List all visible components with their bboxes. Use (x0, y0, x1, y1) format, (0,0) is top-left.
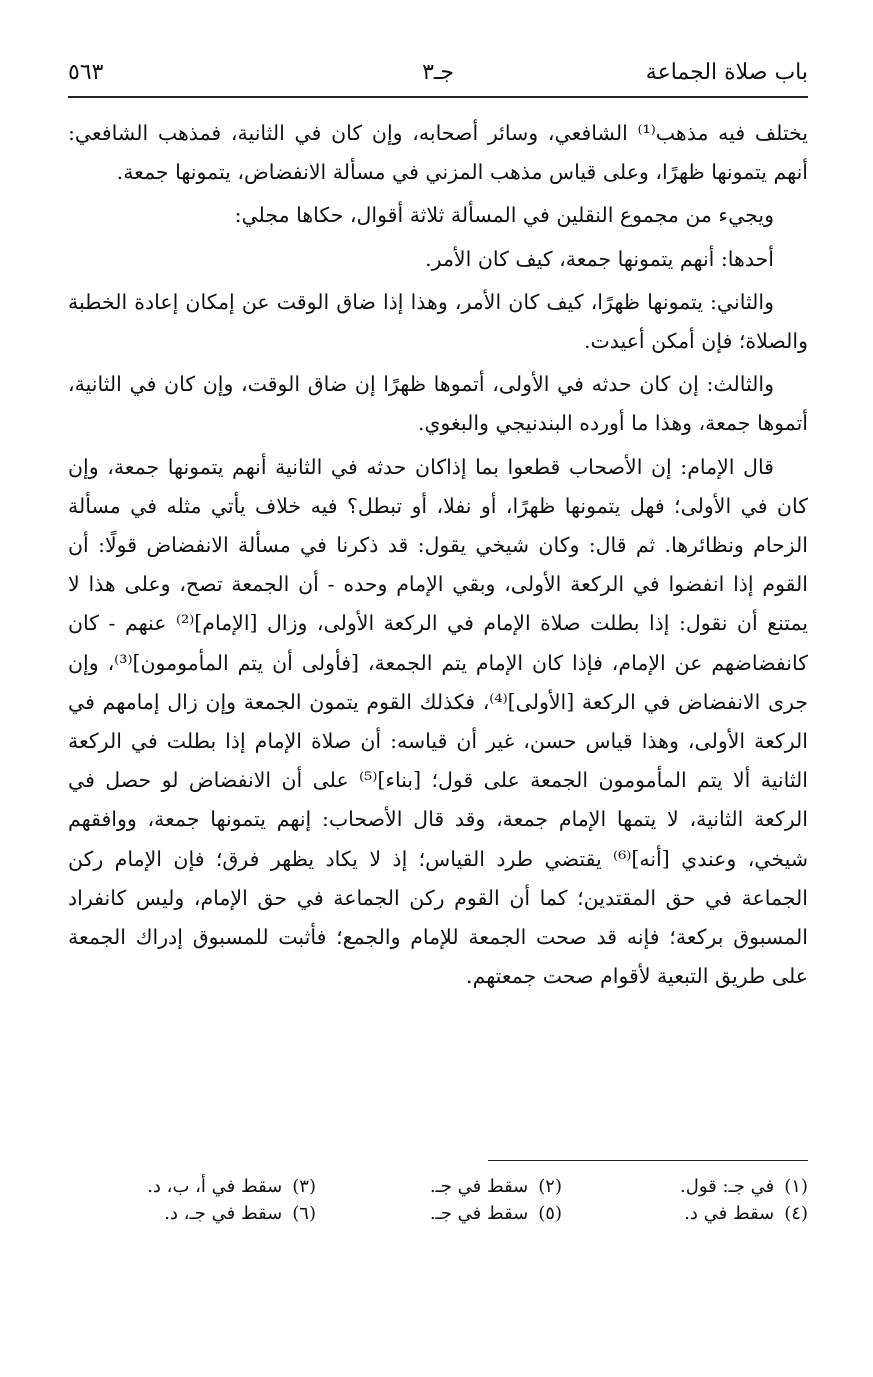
paragraph: أحدها: أنهم يتمونها جمعة، كيف كان الأمر. (425, 246, 774, 271)
paragraph: يختلف فيه مذهب⁽¹⁾ الشافعي، وسائر أصحابه، وإن كان في الثانية، فمذهب الشافعي: أنهم يتمونها ظهرًا، وعلى قياس مذهب المزني في مسألة الانفضاض، يتمونها جمعة. (68, 121, 808, 185)
footnote-number: (٢) (538, 1176, 562, 1197)
paragraph: والثاني: يتمونها ظهرًا، كيف كان الأمر، وهذا إذا ضاق الوقت عن إمكان إعادة الخطبة والصلاة؛ فإن أمكن أعيدت. (68, 289, 808, 354)
footnote-text: سقط في د. (684, 1203, 775, 1224)
page (68, 56, 808, 1000)
footnote-number: (٥) (538, 1203, 562, 1224)
footnote-item (70, 1173, 316, 1200)
footnote-text: سقط في جـ. (429, 1203, 529, 1224)
footnote-number: (٤) (784, 1203, 808, 1224)
footnote-item (562, 1200, 808, 1227)
footnote-text: سقط في أ، ب، د. (147, 1176, 283, 1197)
footnote-text: سقط في جـ. (429, 1176, 529, 1197)
footnotes (68, 1160, 808, 1227)
footnote-number: (٦) (292, 1203, 316, 1224)
volume-label: جـ٣ (422, 60, 454, 85)
paragraph: قال الإمام: إن الأصحاب قطعوا بما إذاكان حدثه في الثانية أنهم يتمونها جمعة، وإن كان في الأولى؛ فهل يتمونها ظهرًا، أو نفلا، أو تبطل؟ فيه خلاف يأتي مثله في مسألة الزحام ونظائرها. ثم قال: وكان شيخي يقول: قد ذكرنا في مسألة الانفضاض قولًا: أن القوم إذا انفضوا في الركعة الأولى، وبقي الإمام وحده - أن الجمعة تصح، وعلى هذا لا يمتنع أن نقول: إذا بطلت صلاة الإمام في الركعة الأولى، وزال [الإمام]⁽²⁾ عنهم - كان كانفضاضهم عن الإمام، فإذا كان الإمام يتم الجمعة، [فأولى أن يتم المأمومون]⁽³⁾، وإن جرى الانفضاض في الركعة [الأولى]⁽⁴⁾، فكذلك القوم يتمون الجمعة وإن زال إمامهم في الركعة الأولى، وهذا قياس حسن، غير أن قياسه: أن صلاة الإمام إذا بطلت في الركعة الثانية ألا يتم المأمومون الجمعة على قول؛ [بناء]⁽⁵⁾ على أن الانفضاض لو حصل في الركعة الثانية، لا يتمها الإمام جمعة، وقد قال الأصحاب: إنهم يتمونها جمعة، ووافقهم شيخي، وعندي [أنه]⁽⁶⁾ يقتضي طرد القياس؛ إذ لا يكاد يظهر فرق؛ فإن الإمام ركن الجماعة في حق المقتدين؛ كما أن القوم ركن الجماعة في حق الإمام، وليس كانفراد المسبوق بركعة؛ فإنه قد صحت الجمعة للإمام والجمع؛ فأثبت للمسبوق إدراك الجمعة على طريق التبعية لأقوام صحت جمعتهم. (68, 454, 808, 989)
footnote-number: (١) (784, 1176, 808, 1197)
footnote-text: سقط في جـ، د. (164, 1203, 283, 1224)
paragraph: ويجيء من مجموع النقلين في المسألة ثلاثة أقوال، حكاها مجلي: (234, 203, 774, 228)
footnote-row (68, 1200, 808, 1227)
footnote-item (316, 1200, 562, 1227)
paragraph: والثالث: إن كان حدثه في الأولى، أتموها ظهرًا إن ضاق الوقت، وإن كان في الثانية، أتموها جمعة، وهذا ما أورده البندنيجي والبغوي. (68, 372, 808, 436)
footnote-divider (488, 1160, 808, 1161)
footnote-number: (٣) (292, 1176, 316, 1197)
footnote-row (68, 1173, 808, 1200)
footnote-text: في جـ: قول. (680, 1176, 775, 1197)
page-number: ٥٦٣ (68, 60, 104, 85)
footnote-item (562, 1173, 808, 1200)
running-header (68, 56, 808, 98)
footnote-item (70, 1200, 316, 1227)
chapter-title: باب صلاة الجماعة (645, 60, 808, 85)
body-text (68, 114, 808, 996)
footnote-item (316, 1173, 562, 1200)
